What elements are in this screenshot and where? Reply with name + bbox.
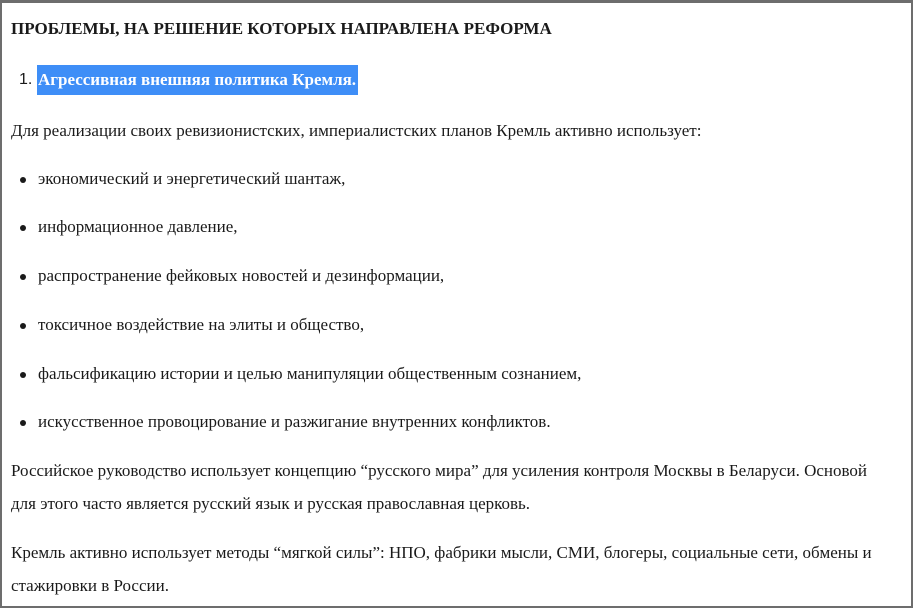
bullet-icon bbox=[20, 323, 26, 329]
russian-world-paragraph: Российское руководство использует концепцию “русского мира” для усиления контроля Москвы в Беларуси. Основой для этого часто является русский язык и русская православная церковь. bbox=[11, 461, 868, 513]
bullet-text: экономический и энергетический шантаж, bbox=[38, 169, 346, 188]
selected-text[interactable]: Агрессивная внешняя политика Кремля. bbox=[37, 65, 358, 95]
bullet-text: информационное давление, bbox=[38, 217, 238, 236]
bullet-text: фальсификацию истории и целью манипуляции общественным сознанием, bbox=[38, 364, 582, 383]
bullet-icon bbox=[20, 372, 26, 378]
bullet-icon bbox=[20, 177, 26, 183]
bullet-text: распространение фейковых новостей и дезинформации, bbox=[38, 266, 445, 285]
bullet-icon bbox=[20, 420, 26, 426]
bullet-icon bbox=[20, 225, 26, 231]
document-heading: ПРОБЛЕМЫ, НА РЕШЕНИЕ КОТОРЫХ НАПРАВЛЕНА РЕФОРМА bbox=[11, 19, 552, 38]
bullet-text: искусственное провоцирование и разжигание внутренних конфликтов. bbox=[38, 412, 551, 431]
bullet-icon bbox=[20, 274, 26, 280]
soft-power-paragraph: Кремль активно использует методы “мягкой силы”: НПО, фабрики мысли, СМИ, блогеры, социальные сети, обмены и стажировки в России. bbox=[11, 543, 872, 595]
list-number: 1. bbox=[19, 71, 33, 88]
intro-paragraph: Для реализации своих ревизионистских, империалистских планов Кремль активно использует: bbox=[11, 121, 702, 140]
bullet-text: токсичное воздействие на элиты и общество, bbox=[38, 315, 365, 334]
